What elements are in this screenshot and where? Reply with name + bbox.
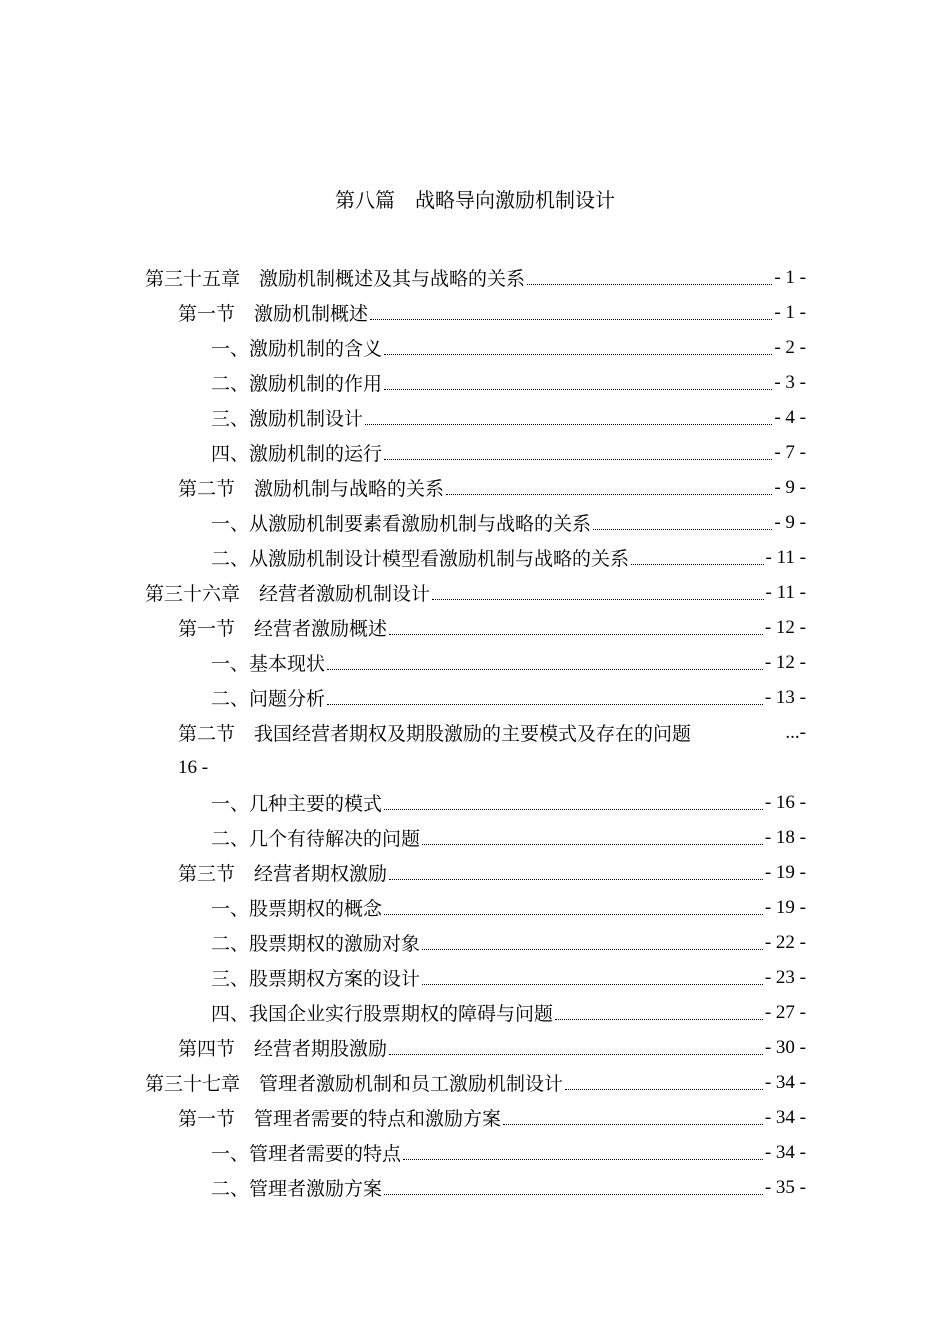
toc-entry-label: 二、从激励机制设计模型看激励机制与战略的关系 [211,548,630,570]
toc-entry-page: - 2 - [774,336,806,358]
toc-entry-page: - 27 - [764,1001,806,1023]
dot-leader [555,1019,763,1020]
toc-entry-label: 二、问题分析 [211,688,326,710]
toc-entry-label: 三、股票期权方案的设计 [211,968,421,990]
toc-entry-page: - 3 - [774,371,806,393]
dot-leader [403,1159,763,1160]
toc-section[interactable] [145,1100,806,1135]
toc-entry-label: 第一节 激励机制概述 [178,303,369,325]
toc-entry-label: 一、股票期权的概念 [211,898,383,920]
dot-leader [384,459,772,460]
dot-leader [503,1124,763,1125]
toc-entry-page: - 34 - [764,1071,806,1093]
toc-entry-label: 第一节 经营者激励概述 [178,618,388,640]
dot-leader [384,914,763,915]
dot-leader [422,984,763,985]
dot-leader [327,669,763,670]
dot-leader [593,529,772,530]
toc-entry-page: - 7 - [774,441,806,463]
toc-entry-page: - 1 - [774,301,806,323]
toc-entry-label: 一、管理者需要的特点 [211,1143,402,1165]
toc-entry-page: - 19 - [764,861,806,883]
toc-section[interactable] [145,1030,806,1065]
toc-entry-page: - 4 - [774,406,806,428]
dot-leader [370,319,772,320]
toc-subsection[interactable] [145,505,806,540]
dot-leader [365,424,772,425]
toc-entry-label: 第三十五章 激励机制概述及其与战略的关系 [145,268,526,290]
toc-entry-page: - 35 - [764,1176,806,1198]
toc-entry-page: - 1 - [774,266,806,288]
toc-section[interactable] [145,295,806,330]
toc-subsection[interactable] [145,785,806,820]
toc-entry-label: 二、股票期权的激励对象 [211,933,421,955]
toc-entry-label: 第三十七章 管理者激励机制和员工激励机制设计 [145,1073,564,1095]
toc-entry-page: - 12 - [764,651,806,673]
toc-entry-page: - 16 - [764,791,806,813]
toc-entry-page: - 13 - [764,686,806,708]
dot-leader [384,809,763,810]
toc-subsection[interactable] [145,645,806,680]
toc-entry-page: - 9 - [774,511,806,533]
toc-entry-label: 二、几个有待解决的问题 [211,828,421,850]
toc-entry-page: - 34 - [764,1106,806,1128]
toc-chapter[interactable] [145,1065,806,1100]
toc-subsection[interactable] [145,1135,806,1170]
table-of-contents [145,260,806,1205]
dot-leader [389,1054,763,1055]
toc-subsection[interactable] [145,365,806,400]
toc-entry-label: 二、管理者激励方案 [211,1178,383,1200]
toc-subsection[interactable] [145,400,806,435]
toc-subsection[interactable] [145,960,806,995]
toc-entry-label: 三、激励机制设计 [211,408,364,430]
dot-leader [389,879,763,880]
toc-chapter[interactable] [145,260,806,295]
toc-chapter[interactable] [145,575,806,610]
toc-entry-label: 一、从激励机制要素看激励机制与战略的关系 [211,513,592,535]
toc-entry-label: 第三十六章 经营者激励机制设计 [145,583,431,605]
toc-entry-label: 一、几种主要的模式 [211,793,383,815]
toc-entry-label: 第四节 经营者期股激励 [178,1038,388,1060]
toc-entry-label: 一、激励机制的含义 [211,338,383,360]
toc-subsection[interactable] [145,330,806,365]
page-title: 第八篇 战略导向激励机制设计 [335,188,615,212]
toc-section[interactable] [145,610,806,645]
dot-leader [527,284,772,285]
dot-leader [446,494,772,495]
toc-entry-label: 四、激励机制的运行 [211,443,383,465]
toc-entry-page: 16 - [178,756,209,778]
toc-entry-label: 一、基本现状 [211,653,326,675]
dot-leader [384,354,772,355]
toc-entry-label: 第三节 经营者期权激励 [178,863,388,885]
toc-subsection[interactable] [145,995,806,1030]
toc-entry-page: - 30 - [764,1036,806,1058]
toc-entry-page: - 34 - [764,1141,806,1163]
toc-subsection[interactable] [145,820,806,855]
dot-leader [565,1089,763,1090]
dot-leader [384,389,772,390]
dot-leader [432,599,764,600]
toc-subsection[interactable] [145,540,806,575]
toc-entry-label: 四、我国企业实行股票期权的障碍与问题 [211,1003,554,1025]
toc-entry-page: - 12 - [764,616,806,638]
toc-entry-label: 第二节 我国经营者期权及期股激励的主要模式及存在的问题 [178,723,692,745]
toc-subsection[interactable] [145,890,806,925]
toc-entry-page: - 19 - [764,896,806,918]
dot-leader [631,564,764,565]
toc-entry-page: - 11 - [765,546,806,568]
toc-entry-continuation [145,750,806,785]
toc-section[interactable] [145,855,806,890]
toc-subsection[interactable] [145,925,806,960]
toc-entry-page: - 22 - [764,931,806,953]
toc-subsection[interactable] [145,435,806,470]
toc-entry-label: 第二节 激励机制与战略的关系 [178,478,445,500]
toc-entry-label: 第一节 管理者需要的特点和激励方案 [178,1108,502,1130]
toc-entry[interactable] [145,715,806,750]
toc-entry-leader-tail: ...- [785,721,806,743]
toc-entry-page: - 9 - [774,476,806,498]
dot-leader [389,634,763,635]
toc-section[interactable] [145,470,806,505]
dot-leader [422,844,763,845]
toc-entry-label: 二、激励机制的作用 [211,373,383,395]
toc-entry-page: - 18 - [764,826,806,848]
dot-leader [384,1194,763,1195]
toc-entry-page: - 11 - [765,581,806,603]
dot-leader [422,949,763,950]
dot-leader [327,704,763,705]
toc-entry-page: - 23 - [764,966,806,988]
toc-subsection[interactable] [145,1170,806,1205]
toc-subsection[interactable] [145,680,806,715]
